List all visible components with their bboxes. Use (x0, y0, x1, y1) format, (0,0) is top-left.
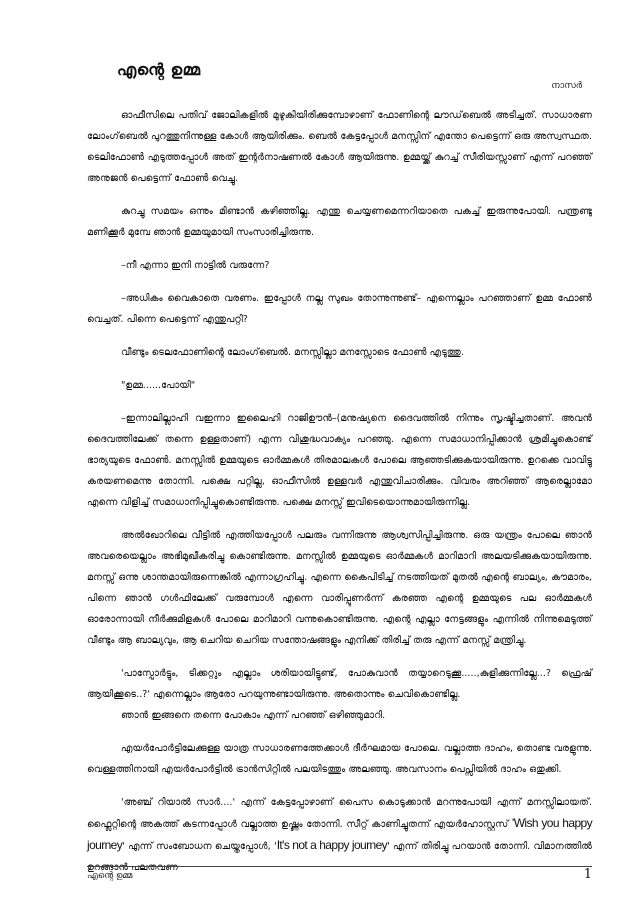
paragraph-text: ' എന്ന് തിരിച്ചു പറയാൻ തോന്നി. വിമാനത്തിൽ ഉറങ്ങാൻ പലതവണ (87, 841, 592, 873)
paragraph-text: 'അഞ്ച് റിയാൽ സാർ....' എന്ന് കേട്ടപ്പോഴാണ് പൈസ കൊടുക്കാൻ മറന്നുപോയി എന്ന് മനസ്സിലായത്. ഫ്ലൈറ്റിന്റെ അകത്ത് കടന്നപ്പോൾ വല്ലാത്ത ഉഷ്ണം തോന്നി. സീറ്റ് കാണിച്ചുതന്ന് എയർഹോസ്റ്റസ് (87, 797, 592, 830)
dialogue-line: –നീ എന്നാ ഇനി നാട്ടിൽ വരുന്നേ? (121, 260, 270, 271)
page-number: 1 (583, 867, 592, 882)
footer-divider (87, 866, 592, 867)
paragraph: വീണ്ടും ടെലഫോണിന്റെ ലോംഗ്‌ബെൽ. മനസ്സില്ലാ മനസ്സോടെ ഫോൺ എടുത്തു. (121, 347, 464, 358)
paragraph: ഞാൻ ഇങ്ങനെ തന്നെ പോകാം എന്ന് പറഞ്ഞ് ഒഴിഞ്ഞുമാറി. (121, 710, 386, 721)
page-title: എന്റെ ഉമ്മ (117, 60, 201, 79)
paragraph: അൽഖോറിലെ വീട്ടിൽ എത്തിയപ്പോൾ പലരും വന്നിരുന്നു ആശ്വസിപ്പിച്ചിരുന്നു. ഒരു യന്ത്രം പോലെ ഞാൻ അവരെയെല്ലാം അഭിമുഖീകരിച്ചു കൊണ്ടിരുന്നു. മനസ്സിൽ ഉമ്മയുടെ ഓർമ്മകൾ മാറിമാറി അലയടിക്കുകയായിരുന്നു. മനസ്സ് ഒന്നു ശാന്തമായിരുന്നെങ്കിൽ എന്നാഗ്രഹിച്ചു. എന്നെ കൈപിടിച്ച് നടത്തിയത് മുതൽ എന്റെ ബാല്യം, കൗമാരം, പിന്നെ ഞാൻ ഗൾഫിലേക്ക് വരുമ്പോൾ എന്നെ വാരിപ്പുണർന്ന് കരഞ്ഞ എന്റെ ഉമ്മയുടെ പല ഓർമ്മകൾ ഓരോന്നായി നീർക്കുമിളകൾ പോലെ മാറിമാറി വന്നുകൊണ്ടിരുന്നു. എന്റെ എല്ലാ നേട്ടങ്ങളും എന്നിൽ നിന്നുമെടുത്ത് വീണ്ടും ആ ബാല്യവും, ആ ചെറിയ ചെറിയ സന്തോഷങ്ങളും എനിക്ക് തിരിച്ച് തരു എന്ന് മനസ്സ് മന്ത്രിച്ചു. (87, 530, 592, 646)
paragraph-text: ' എന്ന് സംബോധന ചെയ്തപ്പോൾ, ' (122, 841, 277, 852)
paragraph: –അധികം വൈകാതെ വരണം. ഇപ്പോൾ നല്ല സുഖം തോന്നുന്നുണ്ട്– എന്നെല്ലാം പറഞ്ഞാണ് ഉമ്മ ഫോൺ വെച്ചത്. പിന്നെ പെട്ടെന്ന് എന്തുപറ്റി? (87, 293, 592, 325)
english-quote: It's not a happy journey (276, 838, 388, 852)
author-name: നാസർ (551, 81, 582, 91)
paragraph: 'പാസ്പോർട്ടും, ടിക്കറ്റും എല്ലാം ശരിയായിട്ടുണ്ട്, പോകുവാൻ തയ്യാറെടുക്കൂ.....,കുളിക്കുന്നില്ലേ...? ഫ്രെഷ് ആയിക്കൂടെ..?' എന്നെല്ലാം ആരോ പറയുന്നുണ്ടായിരുന്നു. അതൊന്നും ചെവികൊണ്ടില്ല. (87, 668, 592, 700)
paragraph: കുറച്ചു സമയം ഒന്നും മിണ്ടാൻ കഴിഞ്ഞില്ല. എന്തു ചെയ്യണമെന്നറിയാതെ പകച്ച് ഇരുന്നുപോയി. പന്ത്രണ്ടു മണിക്കൂർ മുമ്പേ ഞാൻ ഉമ്മയുമായി സംസാരിച്ചിരുന്നു. (87, 206, 592, 238)
paragraph: ഓഫീസിലെ പതിവ് ജോലികളിൽ മുഴുകിയിരിക്കുമ്പോഴാണ് ഫോണിന്റെ ലൗഡ്‌ബെൽ അടിച്ചത്. സാധാരണ ലോംഗ്‌ബെൽ പുറത്തുനിന്നുള്ള കോൾ ആയിരിക്കും. ബെൽ കേട്ടപ്പോൾ മനസ്സിന് എന്തോ പെട്ടെന്ന് ഒരു അസ്വസ്ഥത. ടെലിഫോൺ എടുത്തപ്പോൾ അത് ഇന്റർനാഷണൽ കോൾ ആയിരുന്നു. ഉമ്മയ്ക്ക് കുറച്ച് സീരിയസ്സാണ് എന്ന് പറഞ്ഞ് അനുജൻ പെട്ടെന്ന് ഫോൺ വെച്ചു. (87, 110, 592, 184)
english-quote: 'Wish you happy journey (87, 816, 592, 852)
footer-title: എന്റെ ഉമ്മ (87, 871, 133, 881)
paragraph: –ഇന്നാലില്ലാഹി വഇന്നാ ഇലൈഹി റാജിഊൻ–(മനുഷ്യനെ ദൈവത്തിൽ നിന്നും സൃഷ്ടിച്ചതാണ്. അവൻ ദൈവത്തിലേക്ക് തന്നെ ഉള്ളതാണ്) എന്ന വിശുദ്ധവാക്യം പറഞ്ഞു. എന്നെ സമാധാനിപ്പിക്കാൻ ശ്രമിച്ചുകൊണ്ട് ഭാര്യയുടെ ഫോൺ. മനസ്സിൽ ഉമ്മയുടെ ഓർമ്മകൾ തിരമാലകൾ പോലെ ആഞ്ഞടിക്കുകയായിരുന്നു. ഉറക്കെ വാവിട്ടു കരയണമെന്നു തോന്നി. പക്ഷെ പറ്റില്ല, ഓഫീസിൽ ഉള്ളവർ എന്തുവിചാരിക്കും. വിവരം അറിഞ്ഞ് ആരെല്ലാമോ എന്നെ വിളിച്ച് സമാധാനിപ്പിച്ചുകൊണ്ടിരുന്നു. പക്ഷെ മനസ്സ് ഇവിടെയൊന്നുമായിരുന്നില്ല. (87, 413, 592, 508)
paragraph: എയർപോർട്ടിലേക്കുള്ള യാത്ര സാധാരണത്തേക്കാൾ ദീർഘമായ പോലെ. വല്ലാത്ത ദാഹം, തൊണ്ട വരളുന്നു. വെള്ളത്തിനായി എയർപോർട്ടിൽ ട്രാൻസിറ്റിൽ പലയിടത്തും അലഞ്ഞു. അവസാനം പെപ്സിയിൽ ദാഹം ഒതുക്കി. (87, 743, 592, 775)
dialogue-line: "ഉമ്മ......പോയി" (121, 380, 196, 391)
story-body (87, 105, 592, 890)
